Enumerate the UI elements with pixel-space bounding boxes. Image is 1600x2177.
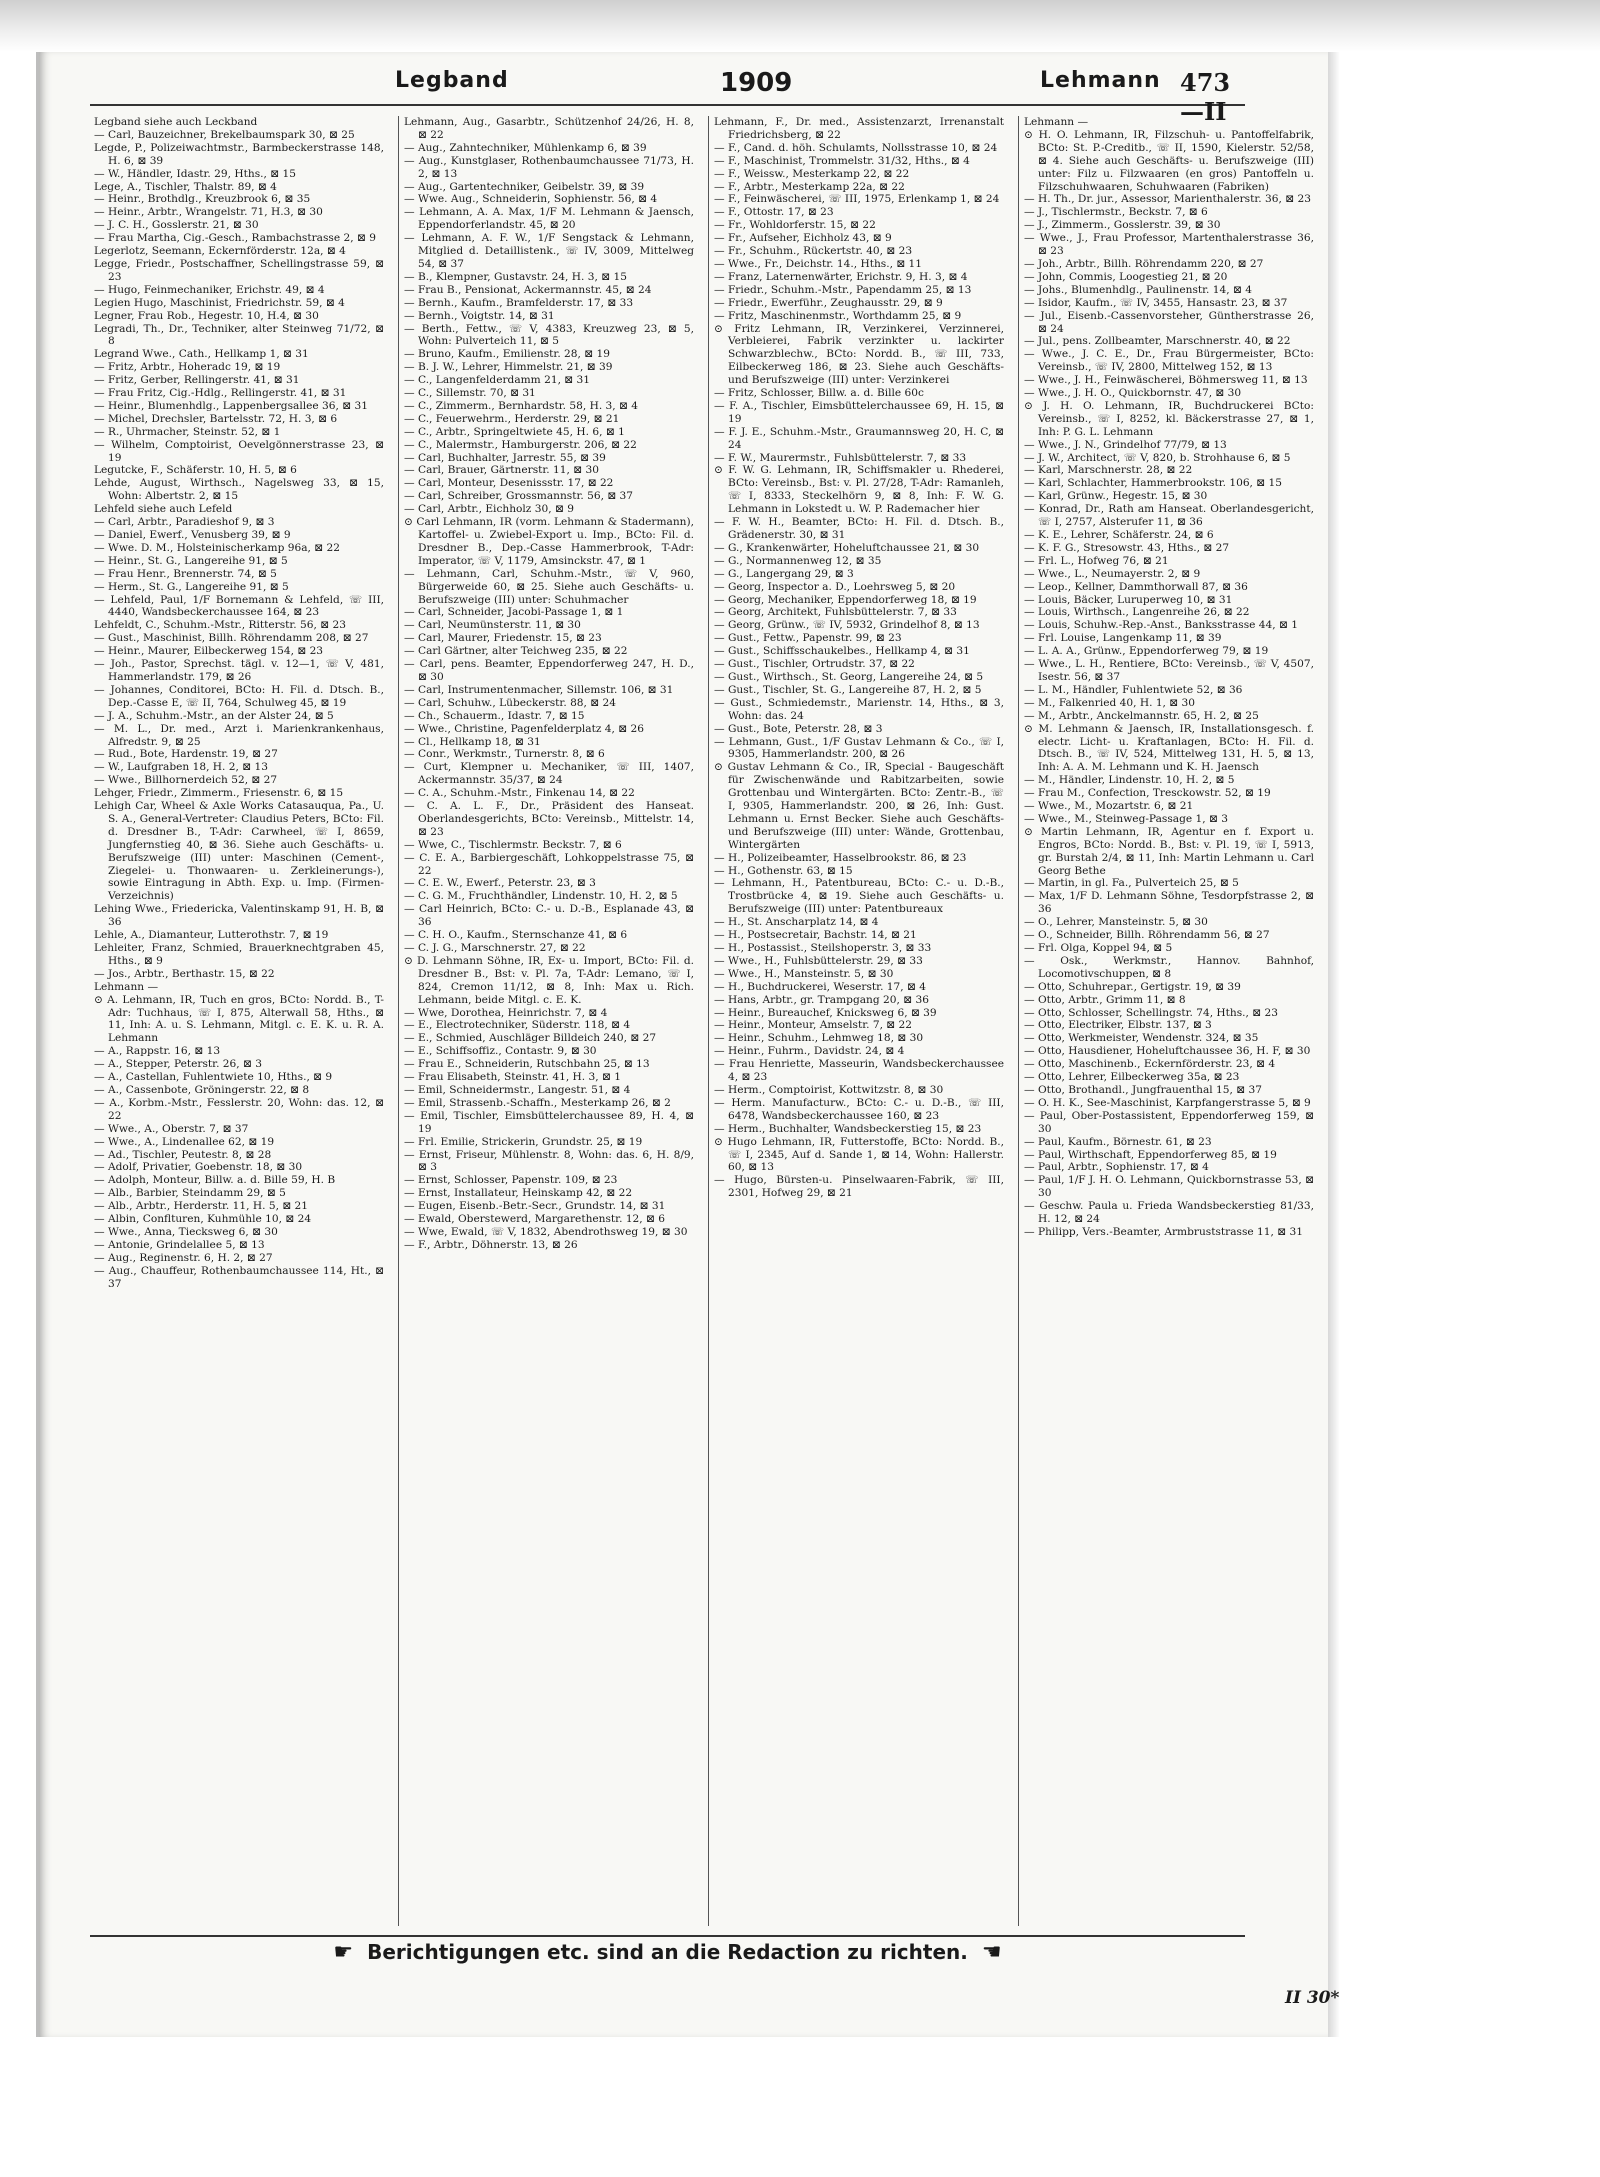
directory-entry: — Carl, Arbtr., Paradieshof 9, ⊠ 3 — [94, 516, 275, 529]
directory-entry: — Frau Elisabeth, Steinstr. 41, H. 3, ⊠ 1 — [404, 1071, 621, 1084]
directory-entry: — Aug., Chauffeur, Rothenbaumchaussee 114, Ht., ⊠ 37 — [94, 1264, 384, 1290]
directory-entry: — Gust., Fettw., Papenstr. 99, ⊠ 23 — [714, 632, 902, 645]
directory-entry: Lehmann — — [94, 980, 159, 993]
directory-entry: — Hans, Arbtr., gr. Trampgang 20, ⊠ 36 — [714, 993, 929, 1006]
directory-entry: — Herm., St. G., Langereihe 91, ⊠ 5 — [94, 580, 289, 593]
directory-entry: — Otto, Schlosser, Schellingstr. 74, Hths., ⊠ 23 — [1024, 1006, 1279, 1019]
pointing-hand-icon: ☚ — [981, 1940, 1002, 1965]
directory-entry: — J. W., Architect, ☏ V, 820, b. Strohhause 6, ⊠ 5 — [1024, 451, 1291, 464]
directory-entry: — Wwe., H., Mansteinstr. 5, ⊠ 30 — [714, 967, 894, 980]
directory-entry: — Johannes, Conditorei, BCto: H. Fil. d. Dtsch. B., Dep.-Casse E, ☏ II, 764, Schulweg 45, ⊠ 19 — [94, 683, 384, 709]
directory-entry: — Ernst, Installateur, Heinskamp 42, ⊠ 22 — [404, 1187, 633, 1200]
directory-entry: — Wwe, Ewald, ☏ V, 1832, Abendrothsweg 19, ⊠ 30 — [404, 1225, 688, 1238]
directory-entry: — Lehmann, A. A. Max, 1/F M. Lehmann & Jaensch, Eppendorferlandstr. 45, ⊠ 20 — [404, 206, 694, 232]
directory-entry: — A., Rappstr. 16, ⊠ 13 — [94, 1045, 221, 1058]
directory-entry: ⊙ J. H. O. Lehmann, IR, Buchdruckerei BCto: Vereinsb., ☏ I, 8252, kl. Bäckerstrasse 27, ⊠ 1, Inh: P. G. L. Lehmann — [1024, 399, 1314, 438]
directory-entry: — Heinr., Schuhm., Lehmweg 18, ⊠ 30 — [714, 1032, 924, 1045]
directory-entry: Lehigh Car, Wheel & Axle Works Catasauqua, Pa., U. S. A., General-Vertreter: Claudius Peters, BCto: Fil. d. Dresdner B., T-Adr: Carwheel, ☏ I, 8659, Jungfernstieg 40, ⊠ 36. Siehe auch Geschäfts- u. Berufszweige (III) unter: Maschinen (Cement-, Ziegelei- u. Thonwaaren- u. Zerkleinerungs-), sowie Eintragung in Abth. Exp. u. Imp. (Firmen-Verzeichnis) — [94, 800, 384, 903]
directory-entry: — C. H. O., Kaufm., Sternschanze 41, ⊠ 6 — [404, 929, 628, 942]
directory-entry: — Lehmann, H., Patentbureau, BCto: C.- u. D.-B., Trostbrücke 4, ⊠ 19. Siehe auch Geschäfts- u. Berufszweige (III) unter: Patentbureaux — [714, 877, 1004, 916]
directory-entry: — Fritz, Maschinenmstr., Worthdamm 25, ⊠ 9 — [714, 309, 962, 322]
directory-entry: — B. J. W., Lehrer, Himmelstr. 21, ⊠ 39 — [404, 361, 613, 374]
directory-entry: — Lehmann, Gust., 1/F Gustav Lehmann & Co., ☏ I, 9305, Hammerlandstr. 200, ⊠ 26 — [714, 735, 1004, 761]
directory-entry: ⊙ Martin Lehmann, IR, Agentur en f. Export u. Engros, BCto: Nordd. B., Bst: v. Pl. 19, ☏ I, 5913, gr. Burstah 2/4, ⊠ 11, Inh: Martin Lehmann u. Carl Georg Bethe — [1024, 825, 1314, 877]
directory-entry: — Frl. Emilie, Strickerin, Grundstr. 25, ⊠ 19 — [404, 1135, 643, 1148]
column-divider — [1018, 116, 1019, 1926]
directory-entry: — Fr., Schuhm., Rückertstr. 40, ⊠ 23 — [714, 245, 913, 258]
directory-entry: — Bernh., Kaufm., Bramfelderstr. 17, ⊠ 33 — [404, 296, 634, 309]
directory-entry: ⊙ Carl Lehmann, IR (vorm. Lehmann & Stadermann), Kartoffel- u. Zwiebel-Export u. Imp., BCto: Fil. d. Dresdner B., Dep.-Casse Hammerbrook, T-Adr: Imperator, ☏ V, 1179, Amsinckstr. 47, ⊠ 1 — [404, 516, 694, 567]
directory-entry: — Adolf, Privatier, Goebenstr. 18, ⊠ 30 — [94, 1161, 303, 1174]
directory-entry: — Wwe. D. M., Holsteinischerkamp 96a, ⊠ 22 — [94, 541, 340, 554]
directory-entry: — Friedr., Schuhm.-Mstr., Papendamm 25, ⊠ 13 — [714, 283, 972, 296]
directory-entry: — Fritz, Arbtr., Hoheradc 19, ⊠ 19 — [94, 361, 281, 374]
directory-entry: Legien Hugo, Maschinist, Friedrichstr. 59, ⊠ 4 — [94, 296, 345, 309]
directory-entry: — Gust., Wirthsch., St. Georg, Langereihe 24, ⊠ 5 — [714, 670, 984, 683]
directory-entry: Lehing Wwe., Friedericka, Valentinskamp 91, H. B, ⊠ 36 — [94, 903, 384, 929]
directory-entry: — Berth., Fettw., ☏ V, 4383, Kreuzweg 23, ⊠ 5, Wohn: Pulverteich 11, ⊠ 5 — [404, 322, 694, 348]
directory-entry: — Carl, Maurer, Friedenstr. 15, ⊠ 23 — [404, 632, 602, 645]
directory-entry: — W., Laufgraben 18, H. 2, ⊠ 13 — [94, 761, 268, 774]
directory-entry: — Jul., pens. Zollbeamter, Marschnerstr. 40, ⊠ 22 — [1024, 335, 1291, 348]
directory-entry: — Otto, Schuhrepar., Gertigstr. 19, ⊠ 39 — [1024, 980, 1241, 993]
directory-entry: — Karl, Schlachter, Hammerbrookstr. 106, ⊠ 15 — [1024, 477, 1283, 490]
directory-entry: — F., Arbtr., Mesterkamp 22a, ⊠ 22 — [714, 180, 905, 193]
directory-entry: — Joh., Arbtr., Billh. Röhrendamm 220, ⊠ 27 — [1024, 257, 1264, 270]
pointing-hand-icon: ☛ — [333, 1940, 354, 1965]
directory-entry: — Georg, Grünw., ☏ IV, 5932, Grindelhof 8, ⊠ 13 — [714, 619, 980, 632]
directory-entry: — Emil, Strassenb.-Schaffn., Mesterkamp 26, ⊠ 2 — [404, 1096, 671, 1109]
directory-entry: — Daniel, Ewerf., Venusberg 39, ⊠ 9 — [94, 529, 291, 541]
directory-entry: — Carl, Arbtr., Eichholz 30, ⊠ 9 — [404, 503, 574, 516]
directory-entry: — Frau Fritz, Cig.-Hdlg., Rellingerstr. 41, ⊠ 31 — [94, 387, 347, 400]
directory-entry: — Aug., Gartentechniker, Geibelstr. 39, ⊠ 39 — [404, 180, 645, 193]
directory-entry: — Carl, Schneider, Jacobi-Passage 1, ⊠ 1 — [404, 606, 624, 619]
directory-entry: — Franz, Laternenwärter, Erichstr. 9, H. 3, ⊠ 4 — [714, 270, 968, 283]
directory-entry: — Georg, Inspector a. D., Loehrsweg 5, ⊠ 20 — [714, 580, 956, 593]
directory-entry: — Aug., Kunstglaser, Rothenbaumchaussee 71/73, H. 2, ⊠ 13 — [404, 154, 694, 180]
directory-entry: — O., Lehrer, Mansteinstr. 5, ⊠ 30 — [1024, 916, 1208, 929]
directory-entry: — Gust., Schiffsschaukelbes., Hellkamp 4, ⊠ 31 — [714, 645, 970, 658]
directory-entry: — Alb., Arbtr., Herderstr. 11, H. 5, ⊠ 21 — [94, 1200, 309, 1213]
directory-column-4 — [1024, 116, 1314, 1926]
directory-entry: — Ernst, Friseur, Mühlenstr. 8, Wohn: das. 6, H. 8/9, ⊠ 3 — [404, 1148, 694, 1174]
directory-column-1 — [94, 116, 384, 1926]
directory-entry: Lehle, A., Diamanteur, Lutterothstr. 7, ⊠ 19 — [94, 929, 329, 942]
directory-column-3 — [714, 116, 1004, 1926]
directory-entry: — Carl, Brauer, Gärtnerstr. 11, ⊠ 30 — [404, 464, 599, 477]
directory-entry: — M. L., Dr. med., Arzt i. Marienkrankenhaus, Alfredstr. 9, ⊠ 25 — [94, 722, 384, 748]
directory-entry: — Wwe., Christine, Pagenfelderplatz 4, ⊠ 26 — [404, 722, 645, 735]
directory-entry: — C., Arbtr., Springeltwiete 45, H. 6, ⊠ 1 — [404, 425, 625, 438]
directory-entry: — Emil, Tischler, Eimsbüttelerchaussee 89, H. 4, ⊠ 19 — [404, 1109, 694, 1135]
directory-entry: ⊙ M. Lehmann & Jaensch, IR, Installationsgesch. f. electr. Licht- u. Kraftanlagen, BCto: H. Fil. d. Dtsch. B., ☏ IV, 524, Mittelweg 131, H. 5, ⊠ 13, Inh: A. A. M. Lehmann und K. H. Jaensch — [1024, 722, 1314, 774]
directory-entry: — H. Th., Dr. jur., Assessor, Marienthalerstr. 36, ⊠ 23 — [1024, 193, 1311, 206]
directory-entry: — C. A., Schuhm.-Mstr., Finkenau 14, ⊠ 22 — [404, 787, 635, 800]
directory-entry: — Herm. Manufacturw., BCto: C.- u. D.-B., ☏ III, 6478, Wandsbeckerchaussee 160, ⊠ 23 — [714, 1096, 1004, 1122]
directory-entry: — C., Zimmerm., Bernhardstr. 58, H. 3, ⊠ 4 — [404, 399, 639, 412]
directory-entry: — Frl. Olga, Koppel 94, ⊠ 5 — [1024, 942, 1173, 954]
directory-entry: — Carl, Buchhalter, Jarrestr. 55, ⊠ 39 — [404, 451, 606, 464]
directory-entry: — Fritz, Gerber, Rellingerstr. 41, ⊠ 31 — [94, 374, 300, 387]
directory-entry: — Herm., Comptoirist, Kottwitzstr. 8, ⊠ 30 — [714, 1083, 944, 1096]
directory-entry: ⊙ Fritz Lehmann, IR, Verzinkerei, Verzinnerei, Verbleierei, Fabrik verzinkter u. lackirter Schwarzblechw., BCto: Nordd. B., ☏ III, 733, Eilbeckerweg 186, ⊠ 23. Siehe auch Geschäfts- und Berufszweige (III) unter: Verzinkerei — [714, 322, 1004, 387]
directory-entry: — F. W. H., Beamter, BCto: H. Fil. d. Dtsch. B., Grädenerstr. 30, ⊠ 31 — [714, 516, 1004, 541]
directory-entry: — Paul, Ober-Postassistent, Eppendorferweg 159, ⊠ 30 — [1024, 1109, 1314, 1135]
directory-entry: — Frau B., Pensionat, Ackermannstr. 45, ⊠ 24 — [404, 283, 652, 296]
directory-entry: — Wwe., L. H., Rentiere, BCto: Vereinsb., ☏ V, 4507, Isestr. 56, ⊠ 37 — [1024, 658, 1314, 683]
directory-entry: — Bernh., Voigtstr. 14, ⊠ 31 — [404, 309, 555, 322]
directory-entry: Legerlotz, Seemann, Eckernförderstr. 12a, ⊠ 4 — [94, 245, 346, 258]
directory-entry: — Wwe., L., Neumayerstr. 2, ⊠ 9 — [1024, 567, 1201, 580]
directory-entry: — Louis, Bäcker, Luruperweg 10, ⊠ 31 — [1024, 593, 1233, 606]
directory-entry: — Jos., Arbtr., Berthastr. 15, ⊠ 22 — [94, 967, 275, 980]
directory-entry: Lehmann, F., Dr. med., Assistenzarzt, Irrenanstalt Friedrichsberg, ⊠ 22 — [714, 116, 1004, 141]
directory-entry: Legde, P., Polizeiwachtmstr., Barmbeckerstrasse 148, H. 6, ⊠ 39 — [94, 141, 384, 167]
directory-entry: — Carl, Bauzeichner, Brekelbaumspark 30, ⊠ 25 — [94, 128, 355, 141]
directory-entry: — Wwe., J. H. O., Quickbornstr. 47, ⊠ 30 — [1024, 387, 1242, 400]
directory-entry: — M., Falkenried 40, H. 1, ⊠ 30 — [1024, 696, 1196, 709]
directory-entry: Lehmann — — [1024, 116, 1089, 128]
directory-entry: — Gust., Tischler, Ortrudstr. 37, ⊠ 22 — [714, 658, 915, 671]
directory-entry: — Ch., Schauerm., Idastr. 7, ⊠ 15 — [404, 709, 585, 722]
directory-entry: ⊙ Hugo Lehmann, IR, Futterstoffe, BCto: Nordd. B., ☏ I, 2345, Auf d. Sande 1, ⊠ 14, Wohn: Hallerstr. 60, ⊠ 13 — [714, 1135, 1004, 1174]
directory-entry: Legband siehe auch Leckband — [94, 116, 258, 128]
directory-entry: — Carl, Instrumentenmacher, Sillemstr. 106, ⊠ 31 — [404, 683, 674, 696]
directory-entry: — Wwe., Anna, Tiecksweg 6, ⊠ 30 — [94, 1225, 278, 1238]
page-edge — [1328, 52, 1340, 2037]
directory-entry: — Leop., Kellner, Dammthorwall 87, ⊠ 36 — [1024, 580, 1248, 593]
directory-entry: Lehfeld siehe auch Lefeld — [94, 503, 233, 516]
directory-entry: Lehmann, Aug., Gasarbtr., Schützenhof 24/26, H. 8, ⊠ 22 — [404, 116, 694, 141]
directory-entry: — Carl, Schreiber, Grossmannstr. 56, ⊠ 37 — [404, 490, 634, 503]
directory-entry: — O. H. K., See-Maschinist, Karpfangerstrasse 5, ⊠ 9 — [1024, 1096, 1311, 1109]
directory-entry: — Ewald, Oberstewerd, Margarethenstr. 12, ⊠ 6 — [404, 1213, 666, 1226]
directory-entry: — Hugo, Feinmechaniker, Erichstr. 49, ⊠ 4 — [94, 283, 325, 296]
directory-entry: — Fritz, Schlosser, Billw. a. d. Bille 60c — [714, 387, 924, 400]
directory-entry: — C., Feuerwehrm., Herderstr. 29, ⊠ 21 — [404, 412, 620, 425]
directory-entry: — Wwe., J., Frau Professor, Martenthalerstrasse 36, ⊠ 23 — [1024, 232, 1314, 258]
directory-entry: ⊙ H. O. Lehmann, IR, Filzschuh- u. Pantoffelfabrik, BCto: St. P.-Creditb., ☏ II, 1590, Kielerstr. 52/58, ⊠ 4. Siehe auch Geschäfts- u. Berufszweige (III) unter: Filz u. Filzwaaren (en gros) Pantoffeln u. Filzschuhwaaren, Schuhwaaren (Fabriken) — [1024, 128, 1314, 193]
directory-entry: — Jul., Eisenb.-Cassenvorsteher, Güntherstrasse 26, ⊠ 24 — [1024, 309, 1314, 335]
directory-entry: ⊙ Gustav Lehmann & Co., IR, Special - Baugeschäft für Zwischenwände und Rabitzarbeiten, sowie Grottenbau und Wintergärten. BCto: Zentr.-B., ☏ I, 9305, Hammerlandstr. 200, ⊠ 26, Inh: Gust. Lehmann u. Ernst Becker. Siehe auch Geschäfts- und Berufszweige (III) unter: Wände, Grottenbau, Wintergärten — [714, 761, 1004, 851]
header-first-entry: Legband — [395, 68, 509, 93]
directory-entry: — Lehmann, Carl, Schuhm.-Mstr., ☏ V, 960, Bürgerweide 60, ⊠ 25. Siehe auch Geschäfts- u. Berufszweige (III) unter: Schuhmacher — [404, 567, 694, 606]
directory-entry: — Bruno, Kaufm., Emilienstr. 28, ⊠ 19 — [404, 348, 610, 361]
directory-entry: Lehde, August, Wirthsch., Nagelsweg 33, ⊠ 15, Wohn: Albertstr. 2, ⊠ 15 — [94, 477, 384, 503]
directory-entry: — Wwe., J. N., Grindelhof 77/79, ⊠ 13 — [1024, 438, 1227, 451]
directory-entry: — Karl, Grünw., Hegestr. 15, ⊠ 30 — [1024, 490, 1208, 503]
directory-entry: — Heinr., Maurer, Eilbeckerweg 154, ⊠ 23 — [94, 645, 324, 658]
directory-entry: — J., Zimmerm., Gosslerstr. 39, ⊠ 30 — [1024, 219, 1221, 232]
directory-entry: — H., Postassist., Steilshoperstr. 3, ⊠ 33 — [714, 942, 932, 954]
footer-notice — [90, 1940, 1245, 1965]
scan-shadow — [0, 0, 1600, 52]
footer-rule — [90, 1935, 1245, 1937]
directory-entry: — Heinr., Fuhrm., Davidstr. 24, ⊠ 4 — [714, 1045, 905, 1058]
directory-entry: Legner, Frau Rob., Hegestr. 10, H.4, ⊠ 30 — [94, 309, 319, 322]
directory-entry: — Cl., Hellkamp 18, ⊠ 31 — [404, 735, 541, 748]
directory-entry: — G., Langergang 29, ⊠ 3 — [714, 567, 854, 580]
directory-entry: — Albin, Conflturen, Kuhmühle 10, ⊠ 24 — [94, 1213, 312, 1226]
directory-entry: — H., Polizeibeamter, Hasselbrookstr. 86, ⊠ 23 — [714, 851, 967, 864]
directory-entry: — K. F. G., Stresowstr. 43, Hths., ⊠ 27 — [1024, 541, 1230, 554]
directory-entry: — Frau Martha, Cig.-Gesch., Rambachstrasse 2, ⊠ 9 — [94, 232, 376, 245]
directory-entry: — H., Buchdruckerei, Weserstr. 17, ⊠ 4 — [714, 980, 927, 993]
directory-entry: — Paul, Arbtr., Sophienstr. 17, ⊠ 4 — [1024, 1161, 1209, 1174]
directory-entry: — Heinr., Bureauchef, Knicksweg 6, ⊠ 39 — [714, 1006, 937, 1019]
directory-entry: — Louis, Wirthsch., Langenreihe 26, ⊠ 22 — [1024, 606, 1250, 619]
directory-entry: — Ernst, Schlosser, Papenstr. 109, ⊠ 23 — [404, 1174, 618, 1187]
directory-entry: — H., Gothenstr. 63, ⊠ 15 — [714, 864, 853, 877]
directory-entry: — Osk., Werkmstr., Hannov. Bahnhof, Locomotivschuppen, ⊠ 8 — [1024, 954, 1314, 980]
directory-entry: — F., Cand. d. höh. Schulamts, Nollsstrasse 10, ⊠ 24 — [714, 141, 998, 154]
directory-entry: — G., Normannenweg 12, ⊠ 35 — [714, 554, 882, 567]
directory-entry: — Geschw. Paula u. Frieda Wandsbeckerstieg 81/33, H. 12, ⊠ 24 — [1024, 1200, 1314, 1226]
directory-entry: — Carl Gärtner, alter Teichweg 235, ⊠ 22 — [404, 645, 628, 658]
directory-entry: ⊙ D. Lehmann Söhne, IR, Ex- u. Import, BCto: Fil. d. Dresdner B., Bst: v. Pl. 7a, T-Adr: Lemano, ☏ I, 824, Cremon 11/12, ⊠ 8, Inh: Max u. Rich. Lehmann, beide Mitgl. c. E. K. — [404, 954, 694, 1006]
directory-entry: — M., Händler, Lindenstr. 10, H. 2, ⊠ 5 — [1024, 774, 1235, 787]
directory-entry: — L. M., Händler, Fuhlentwiete 52, ⊠ 36 — [1024, 683, 1243, 696]
directory-entry: — Wwe., H., Fuhlsbüttelerstr. 29, ⊠ 33 — [714, 954, 923, 967]
directory-entry: — Wwe., J. H., Feinwäscherei, Böhmersweg 11, ⊠ 13 — [1024, 374, 1308, 387]
directory-entry: — Heinr., Arbtr., Wrangelstr. 71, H.3, ⊠ 30 — [94, 206, 323, 219]
directory-entry: Legutcke, F., Schäferstr. 10, H. 5, ⊠ 6 — [94, 464, 297, 477]
directory-entry: — Frl. Louise, Langenkamp 11, ⊠ 39 — [1024, 632, 1222, 645]
directory-entry: — Gust., Tischler, St. G., Langereihe 87, H. 2, ⊠ 5 — [714, 683, 982, 696]
directory-entry: — Rud., Bote, Hardenstr. 19, ⊠ 27 — [94, 748, 278, 761]
directory-entry: — Wwe., Billhornerdeich 52, ⊠ 27 — [94, 774, 278, 787]
directory-entry: — Karl, Marschnerstr. 28, ⊠ 22 — [1024, 464, 1193, 477]
header-last-entry: Lehmann — [1040, 68, 1161, 93]
directory-entry: — J., Tischlermstr., Beckstr. 7, ⊠ 6 — [1024, 206, 1208, 219]
directory-entry: — Gust., Maschinist, Billh. Röhrendamm 208, ⊠ 27 — [94, 632, 369, 645]
directory-entry: — Johs., Blumenhdlg., Paulinenstr. 14, ⊠ 4 — [1024, 283, 1252, 296]
directory-entry: — Wwe., A., Oberstr. 7, ⊠ 37 — [94, 1122, 249, 1135]
directory-entry: — G., Krankenwärter, Hoheluftchaussee 21, ⊠ 30 — [714, 541, 980, 554]
directory-entry: — Otto, Electriker, Elbstr. 137, ⊠ 3 — [1024, 1019, 1212, 1032]
directory-entry: — F., Arbtr., Döhnerstr. 13, ⊠ 26 — [404, 1238, 578, 1251]
directory-entry: — Fr., Aufseher, Eichholz 43, ⊠ 9 — [714, 232, 892, 245]
directory-entry: — Fr., Wohldorferstr. 15, ⊠ 22 — [714, 219, 876, 232]
directory-entry: — Otto, Arbtr., Grimm 11, ⊠ 8 — [1024, 993, 1186, 1006]
directory-entry: — Paul, Wirthschaft, Eppendorferweg 85, ⊠ 19 — [1024, 1148, 1277, 1161]
directory-entry: — Eugen, Eisenb.-Betr.-Secr., Grundstr. 14, ⊠ 31 — [404, 1200, 666, 1213]
directory-entry: — Wwe., M., Steinweg-Passage 1, ⊠ 3 — [1024, 812, 1228, 825]
directory-entry: Lege, A., Tischler, Thalstr. 89, ⊠ 4 — [94, 180, 277, 193]
directory-entry: — A., Cassenbote, Gröningerstr. 22, ⊠ 8 — [94, 1083, 310, 1096]
directory-entry: — Otto, Brothandl., Jungfrauenthal 15, ⊠ 37 — [1024, 1083, 1262, 1096]
directory-entry: — Alb., Barbier, Steindamm 29, ⊠ 5 — [94, 1187, 286, 1200]
directory-entry: — L. A. A., Grünw., Eppendorferweg 79, ⊠ 19 — [1024, 645, 1269, 658]
directory-entry: — Wilhelm, Comptoirist, Oevelgönnerstrasse 23, ⊠ 19 — [94, 438, 384, 464]
directory-entry: — Emil, Schneidermstr., Langestr. 51, ⊠ 4 — [404, 1083, 631, 1096]
directory-entry: — Michel, Drechsler, Bartelsstr. 72, H. 3, ⊠ 6 — [94, 412, 338, 425]
directory-entry: — Martin, in gl. Fa., Pulverteich 25, ⊠ 5 — [1024, 877, 1239, 890]
directory-entry: — J. A., Schuhm.-Mstr., an der Alster 24, ⊠ 5 — [94, 709, 334, 722]
directory-entry: — Louis, Schuhw.-Rep.-Anst., Banksstrasse 44, ⊠ 1 — [1024, 619, 1298, 632]
directory-entry: — Lehfeld, Paul, 1/F Bornemann & Lehfeld, ☏ III, 4440, Wandsbeckerchaussee 164, ⊠ 23 — [94, 593, 384, 619]
directory-entry: — Curt, Klempner u. Mechaniker, ☏ III, 1407, Ackermannstr. 35/37, ⊠ 24 — [404, 761, 694, 787]
directory-entry: Legradi, Th., Dr., Techniker, alter Steinweg 71/72, ⊠ 8 — [94, 322, 384, 348]
directory-entry: — Friedr., Ewerführ., Zeughausstr. 29, ⊠ 9 — [714, 296, 943, 309]
directory-entry: — H., St. Anscharplatz 14, ⊠ 4 — [714, 916, 879, 929]
directory-entry: — M., Arbtr., Anckelmannstr. 65, H. 2, ⊠ 25 — [1024, 709, 1259, 722]
directory-entry: — Heinr., Monteur, Amselstr. 7, ⊠ 22 — [714, 1019, 913, 1032]
directory-entry: — O., Schneider, Billh. Röhrendamm 56, ⊠ 27 — [1024, 929, 1270, 942]
directory-entry: — Wwe, Dorothea, Heinrichstr. 7, ⊠ 4 — [404, 1006, 608, 1019]
directory-entry: — E., Schiffsoffiz., Contastr. 9, ⊠ 30 — [404, 1045, 597, 1058]
directory-entry: — C., Sillemstr. 70, ⊠ 31 — [404, 387, 536, 400]
directory-entry: — C. E. A., Barbiergeschäft, Lohkoppelstrasse 75, ⊠ 22 — [404, 851, 694, 877]
directory-entry: — F., Maschinist, Trommelstr. 31/32, Hths., ⊠ 4 — [714, 154, 970, 167]
directory-entry: — Paul, Kaufm., Börnestr. 61, ⊠ 23 — [1024, 1135, 1212, 1148]
directory-entry: — A., Korbm.-Mstr., Fesslerstr. 20, Wohn: das. 12, ⊠ 22 — [94, 1096, 384, 1122]
directory-entry: — C., Malermstr., Hamburgerstr. 206, ⊠ 22 — [404, 438, 637, 451]
directory-entry: — E., Electrotechniker, Süderstr. 118, ⊠ 4 — [404, 1019, 631, 1032]
directory-entry: — B., Klempner, Gustavstr. 24, H. 3, ⊠ 15 — [404, 270, 627, 283]
directory-entry: — Wwe. Aug., Schneiderin, Sophienstr. 56, ⊠ 4 — [404, 193, 658, 206]
directory-entry: — Max, 1/F D. Lehmann Söhne, Tesdorpfstrasse 2, ⊠ 36 — [1024, 890, 1314, 916]
directory-entry: — Wwe, C., Tischlermstr. Beckstr. 7, ⊠ 6 — [404, 838, 622, 851]
directory-entry: — C. E. W., Ewerf., Peterstr. 23, ⊠ 3 — [404, 877, 596, 890]
directory-entry: ⊙ F. W. G. Lehmann, IR, Schiffsmakler u. Rhederei, BCto: Vereinsb., Bst: v. Pl. 27/28, T-Adr: Ramanleh, ☏ I, 8333, Steckelhörn 9, ⊠ 8, Inh: F. W. G. Lehmann in Lokstedt u. W. P. Rademacher hier — [714, 464, 1004, 516]
directory-entry: — Ad., Tischler, Peutestr. 8, ⊠ 28 — [94, 1148, 272, 1161]
directory-entry: — F., Ottostr. 17, ⊠ 23 — [714, 206, 834, 219]
directory-entry: — Frl. L., Hofweg 76, ⊠ 21 — [1024, 554, 1169, 567]
directory-entry: — Hugo, Bürsten-u. Pinselwaaren-Fabrik, ☏ III, 2301, Hofweg 29, ⊠ 21 — [714, 1174, 1004, 1200]
directory-entry: — Heinr., St. G., Langereihe 91, ⊠ 5 — [94, 554, 288, 567]
directory-entry: — Gust., Bote, Peterstr. 28, ⊠ 3 — [714, 722, 883, 735]
directory-entry: — K. E., Lehrer, Schäferstr. 24, ⊠ 6 — [1024, 529, 1214, 541]
directory-entry: — Philipp, Vers.-Beamter, Armbruststrasse 11, ⊠ 31 — [1024, 1225, 1303, 1238]
directory-entry: ⊙ A. Lehmann, IR, Tuch en gros, BCto: Nordd. B., T-Adr: Tuchhaus, ☏ I, 875, Alterwall 58, Hths., ⊠ 11, Inh: A. u. S. Lehmann, Mitgl. c. E. K. u. R. A. Lehmann — [94, 993, 384, 1045]
directory-entry: — E., Schmied, Auschläger Billdeich 240, ⊠ 27 — [404, 1032, 657, 1045]
directory-entry: — Wwe., Fr., Deichstr. 14., Hths., ⊠ 11 — [714, 257, 923, 270]
sheet-signature: II 30* — [1285, 1988, 1340, 2008]
directory-entry: — A., Stepper, Peterstr. 26, ⊠ 3 — [94, 1058, 263, 1071]
directory-entry: — H., Postsecretair, Bachstr. 14, ⊠ 21 — [714, 929, 917, 942]
directory-entry: — Aug., Zahntechniker, Mühlenkamp 6, ⊠ 39 — [404, 141, 647, 154]
directory-entry: — F., Weissw., Mesterkamp 22, ⊠ 22 — [714, 167, 910, 180]
directory-entry: — Carl, pens. Beamter, Eppendorferweg 247, H. D., ⊠ 30 — [404, 658, 694, 683]
directory-entry: — C., Langenfelderdamm 21, ⊠ 31 — [404, 374, 591, 387]
column-divider — [708, 116, 709, 1926]
directory-entry: — Otto, Hausdiener, Hoheluftchaussee 36, H. F, ⊠ 30 — [1024, 1045, 1311, 1058]
directory-entry: — Carl, Neumünsterstr. 11, ⊠ 30 — [404, 619, 581, 632]
directory-entry: — C. A. L. F., Dr., Präsident des Hanseat. Oberlandesgerichts, BCto: Vereinsb., Mittelstr. 14, ⊠ 23 — [404, 800, 694, 838]
directory-entry: — Wwe., J. C. E., Dr., Frau Bürgermeister, BCto: Vereinsb., ☏ IV, 2800, Mittelweg 152, ⊠ 13 — [1024, 348, 1314, 374]
directory-entry: — Otto, Maschinenb., Eckernförderstr. 23, ⊠ 4 — [1024, 1058, 1276, 1071]
page-number: 473—II — [1180, 68, 1231, 126]
directory-entry: — Frau Henriette, Masseurin, Wandsbeckerchaussee 4, ⊠ 23 — [714, 1058, 1004, 1084]
directory-entry: Lehfeldt, C., Schuhm.-Mstr., Ritterstr. 56, ⊠ 23 — [94, 619, 346, 632]
header-year: 1909 — [720, 68, 793, 98]
directory-entry: — C. J. G., Marschnerstr. 27, ⊠ 22 — [404, 942, 586, 954]
directory-entry: — Heinr., Brothdlg., Kreuzbrook 6, ⊠ 35 — [94, 193, 311, 206]
directory-entry: — Conr., Werkmstr., Turnerstr. 8, ⊠ 6 — [404, 748, 605, 761]
directory-column-2 — [404, 116, 694, 1926]
directory-entry: — Adolph, Monteur, Billw. a. d. Bille 59, H. B — [94, 1174, 336, 1187]
directory-entry: — Herm., Buchhalter, Wandsbeckerstieg 15, ⊠ 23 — [714, 1122, 982, 1135]
directory-entry: — Otto, Lehrer, Eilbeckerweg 35a, ⊠ 23 — [1024, 1071, 1240, 1084]
directory-entry: — Antonie, Grindelallee 5, ⊠ 13 — [94, 1238, 265, 1251]
directory-entry: — Joh., Pastor, Sprechst. tägl. v. 12—1, ☏ V, 481, Hammerlandstr. 179, ⊠ 26 — [94, 658, 384, 683]
directory-entry: — Carl, Schuhw., Lübeckerstr. 88, ⊠ 24 — [404, 696, 617, 709]
directory-entry: Legge, Friedr., Postschaffner, Schellingstrasse 59, ⊠ 23 — [94, 257, 384, 283]
directory-entry: — W., Händler, Idastr. 29, Hths., ⊠ 15 — [94, 167, 296, 180]
directory-entry: — F. J. E., Schuhm.-Mstr., Graumannsweg 20, H. C, ⊠ 24 — [714, 425, 1004, 451]
directory-entry: — J. C. H., Gosslerstr. 21, ⊠ 30 — [94, 219, 259, 232]
directory-entry: — Paul, 1/F J. H. O. Lehmann, Quickbornstrasse 53, ⊠ 30 — [1024, 1174, 1314, 1200]
directory-entry: — F. A., Tischler, Eimsbüttelerchaussee 69, H. 15, ⊠ 19 — [714, 399, 1004, 425]
footer-notice-text: Berichtigungen etc. sind an die Redaction zu richten. — [367, 1940, 968, 1964]
directory-entry: — C. G. M., Fruchthändler, Lindenstr. 10, H. 2, ⊠ 5 — [404, 890, 678, 903]
directory-entry: — John, Commis, Loogestieg 21, ⊠ 20 — [1024, 270, 1228, 283]
column-divider — [398, 116, 399, 1926]
directory-entry: — Otto, Werkmeister, Wendenstr. 324, ⊠ 35 — [1024, 1032, 1259, 1045]
directory-entry: — Carl, Monteur, Desenissstr. 17, ⊠ 22 — [404, 477, 614, 490]
directory-entry: — Aug., Reginenstr. 6, H. 2, ⊠ 27 — [94, 1251, 273, 1264]
directory-entry: — Konrad, Dr., Rath am Hanseat. Oberlandesgericht, ☏ I, 2757, Alsterufer 11, ⊠ 36 — [1024, 503, 1314, 529]
directory-entry: — Wwe., M., Mozartstr. 6, ⊠ 21 — [1024, 800, 1194, 813]
directory-entry: — Georg, Architekt, Fuhlsbüttelerstr. 7, ⊠ 33 — [714, 606, 957, 619]
directory-entry: — Georg, Mechaniker, Eppendorferweg 18, ⊠ 19 — [714, 593, 977, 606]
directory-entry: — F. W., Maurermstr., Fuhlsbüttelerstr. 7, ⊠ 33 — [714, 451, 967, 464]
directory-entry: — Wwe., A., Lindenallee 62, ⊠ 19 — [94, 1135, 275, 1148]
directory-entry: — Gust., Schmiedemstr., Marienstr. 14, Hths., ⊠ 3, Wohn: das. 24 — [714, 696, 1004, 722]
directory-entry: Lehleiter, Franz, Schmied, Brauerknechtgraben 45, Hths., ⊠ 9 — [94, 942, 384, 967]
directory-entry: — Lehmann, A. F. W., 1/F Sengstack & Lehmann, Mitglied d. Detaillistenk., ☏ IV, 3009, Mittelweg 54, ⊠ 37 — [404, 232, 694, 270]
directory-entry: — Frau E., Schneiderin, Rutschbahn 25, ⊠ 13 — [404, 1058, 650, 1071]
directory-entry: — Isidor, Kaufm., ☏ IV, 3455, Hansastr. 23, ⊠ 37 — [1024, 296, 1288, 309]
directory-entry: — R., Uhrmacher, Steinstr. 52, ⊠ 1 — [94, 425, 281, 438]
directory-entry: — Heinr., Blumenhdlg., Lappenbergsallee 36, ⊠ 31 — [94, 399, 368, 412]
directory-entry: — A., Castellan, Fuhlentwiete 10, Hths., ⊠ 9 — [94, 1071, 333, 1084]
directory-entry: Legrand Wwe., Cath., Hellkamp 1, ⊠ 31 — [94, 348, 309, 361]
directory-entry: — Carl Heinrich, BCto: C.- u. D.-B., Esplanade 43, ⊠ 36 — [404, 903, 694, 929]
directory-entry: — F., Feinwäscherei, ☏ III, 1975, Erlenkamp 1, ⊠ 24 — [714, 193, 1000, 206]
directory-entry: — Frau M., Confection, Tresckowstr. 52, ⊠ 19 — [1024, 787, 1271, 800]
directory-entry: Lehger, Friedr., Zimmerm., Friesenstr. 6, ⊠ 15 — [94, 787, 344, 800]
directory-entry: — Frau Henr., Brennerstr. 74, ⊠ 5 — [94, 567, 277, 580]
